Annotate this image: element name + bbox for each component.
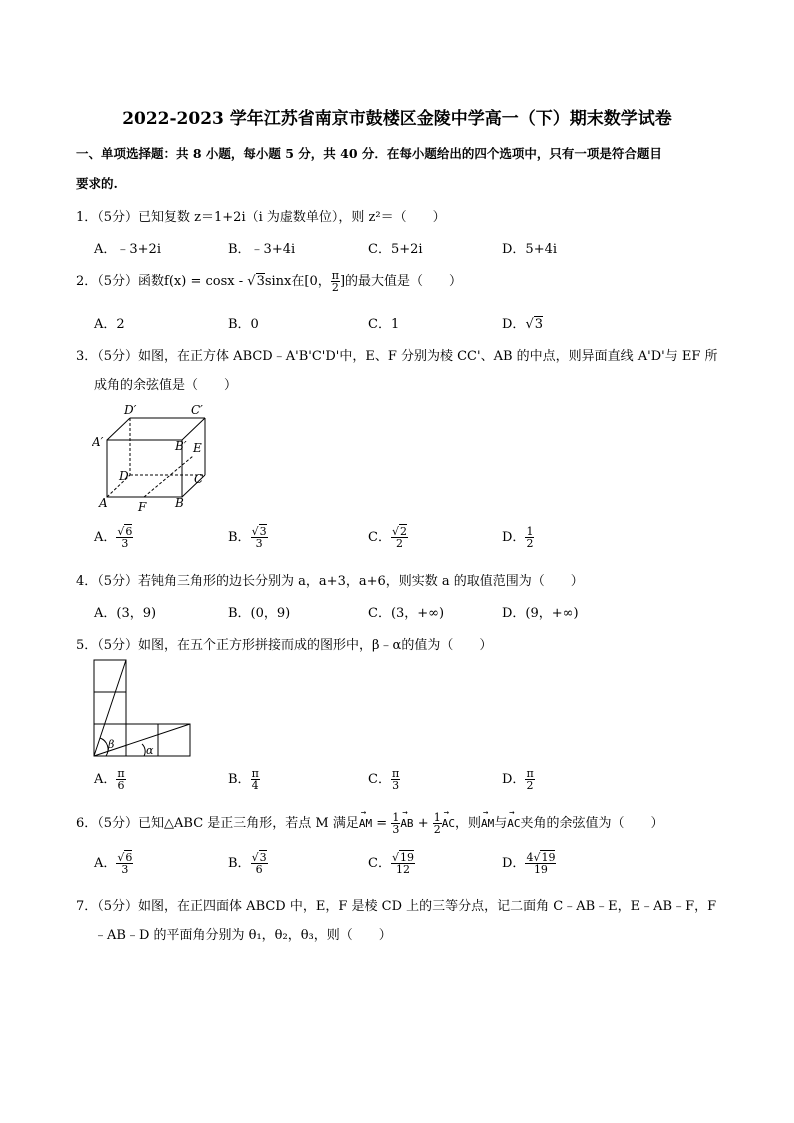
q2-sqrt: 3: [256, 274, 265, 289]
q2-option-a[interactable]: A．2: [94, 317, 125, 332]
label-b: B: [175, 496, 184, 510]
section-heading-cont: 要求的.: [76, 176, 118, 191]
question-3-stem: 3．（5分）如图，在正方体 ABCD﹣A'B'C'D'中，E、F 分别为棱 CC'、AB 的中点，则异面直线 A'D'与 EF 所: [76, 349, 718, 364]
q2-stem-part: ]的最大值是（ ）: [339, 274, 463, 289]
label-a-prime: A′: [92, 435, 104, 449]
question-1-stem: 1．（5分）已知复数 z＝1+2i（i 为虚数单位），则 z²＝（ ）: [76, 210, 446, 225]
label-c: C: [194, 472, 204, 486]
q5-option-b[interactable]: B． $\frac{\pi}{4}$: [228, 767, 259, 792]
q4-option-a[interactable]: A．(3，9): [94, 606, 157, 621]
question-2-stem: 2．（5分）函数f(x) = cosx - √3sinx在[0， $\frac{\pi}{2}$ ]的最大值是（ ）: [76, 269, 463, 294]
label-d: D: [119, 469, 129, 483]
q2-stem-part: 2．（5分）函数f(x) = cosx -: [76, 274, 248, 289]
q3-option-b[interactable]: B． $\frac{√3}{3}$: [228, 525, 267, 550]
q6-option-a[interactable]: A． $\frac{√6}{3}$: [94, 851, 133, 876]
q1-option-c[interactable]: C．5+2i: [368, 242, 423, 257]
vector-am: → AM: [359, 817, 372, 830]
q2-option-c[interactable]: C．1: [368, 317, 400, 332]
question-6-stem: 6．（5分）已知△ABC 是正三角形，若点 M 满足→ AM = $\frac{1}{3}$ → AB + $\frac{1}{2}$ → AC，则→ AM与→ AC夹角的余弦值为（ ）: [76, 812, 664, 835]
q3-option-c[interactable]: C． $\frac{√2}{2}$: [368, 525, 407, 550]
label-c-prime: C′: [191, 403, 203, 417]
q1-option-a[interactable]: A．﹣3+2i: [94, 242, 161, 257]
five-squares-figure: [92, 658, 194, 758]
q5-option-a[interactable]: A． $\frac{\pi}{6}$: [94, 767, 125, 792]
cube-figure: [92, 400, 212, 515]
label-a: A: [99, 496, 108, 510]
q1-option-d[interactable]: D．5+4i: [502, 242, 558, 257]
label-alpha: α: [146, 744, 154, 757]
q6-option-c[interactable]: C． $\frac{√19}{12}$: [368, 851, 414, 876]
vector-am: → AM: [481, 817, 494, 830]
q2-stem-part: sinx在[0，: [264, 274, 331, 289]
q2-fraction: $\frac{\pi}{2}$: [331, 269, 339, 294]
vector-ac: → AC: [442, 817, 455, 830]
q2-option-b[interactable]: B．0: [228, 317, 259, 332]
q3-option-d[interactable]: D． $\frac{1}{2}$: [502, 525, 534, 550]
question-3-stem-cont: 成角的余弦值是（ ）: [94, 378, 238, 393]
page-title: 2022-2023 学年江苏省南京市鼓楼区金陵中学高一（下）期末数学试卷: [122, 109, 672, 129]
section-heading: 一、单项选择题：共 8 小题，每小题 5 分，共 40 分．在每小题给出的四个选项中，只有一项是符合题目: [76, 146, 662, 161]
q4-option-d[interactable]: D．(9，+∞): [502, 606, 579, 621]
q5-option-d[interactable]: D． $\frac{\pi}{2}$: [502, 767, 534, 792]
vector-ab: → AB: [400, 817, 413, 830]
question-7-stem-cont: ﹣AB﹣D 的平面角分别为 θ₁，θ₂，θ₃，则（ ）: [94, 928, 392, 943]
q2-option-d[interactable]: D．√3: [502, 317, 544, 332]
label-b-prime: B′: [175, 439, 187, 453]
q4-option-c[interactable]: C．(3，+∞): [368, 606, 445, 621]
label-f: F: [138, 500, 147, 514]
label-d-prime: D′: [124, 403, 137, 417]
q5-option-c[interactable]: C． $\frac{\pi}{3}$: [368, 767, 400, 792]
label-beta: β: [108, 738, 115, 751]
q6-option-d[interactable]: D． $\frac{4√19}{19}$: [502, 851, 556, 876]
label-e: E: [193, 441, 202, 455]
q1-option-b[interactable]: B．﹣3+4i: [228, 242, 296, 257]
question-7-stem: 7．（5分）如图，在正四面体 ABCD 中，E，F 是棱 CD 上的三等分点，记二面角 C﹣AB﹣E，E﹣AB﹣F，F: [76, 899, 717, 914]
q6-option-b[interactable]: B． $\frac{√3}{6}$: [228, 851, 267, 876]
q3-option-a[interactable]: A． $\frac{√6}{3}$: [94, 525, 133, 550]
q4-option-b[interactable]: B．(0，9): [228, 606, 291, 621]
vector-ac: → AC: [507, 817, 520, 830]
question-4-stem: 4．（5分）若钝角三角形的边长分别为 a，a+3，a+6，则实数 a 的取值范围为（ ）: [76, 574, 584, 589]
question-5-stem: 5．（5分）如图，在五个正方形拼接而成的图形中，β﹣α的值为（ ）: [76, 638, 493, 653]
